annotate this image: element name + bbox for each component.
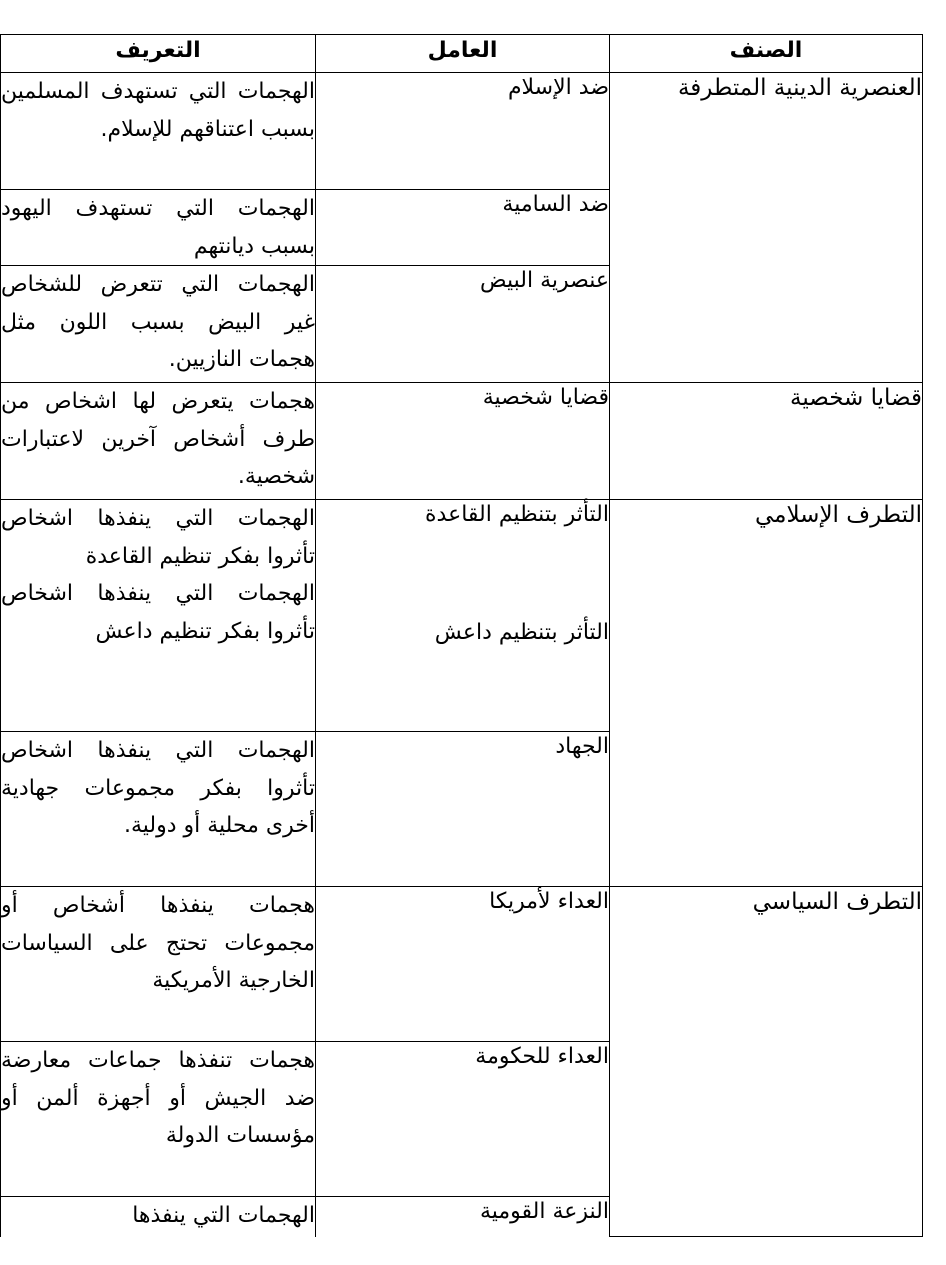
- definition-cell: هجمات يتعرض لها اشخاص من طرف أشخاص آخرين لاعتبارات شخصية.: [1, 383, 316, 500]
- header-definition: التعريف: [1, 35, 316, 73]
- definition-isis: الهجمات التي ينفذها اشخاص تأثروا بفكر تنظيم داعش: [1, 581, 315, 644]
- header-factor: العامل: [316, 35, 610, 73]
- factor-cell: العداء لأمريكا: [316, 887, 610, 1042]
- factor-cell: النزعة القومية: [316, 1197, 610, 1237]
- header-row: [1, 35, 923, 73]
- definition-cell: [1, 500, 316, 732]
- definition-cell: الهجمات التي ينفذها: [1, 1197, 316, 1237]
- class-cell: العنصرية الدينية المتطرفة: [610, 73, 923, 383]
- table-row: [1, 887, 923, 1042]
- class-cell: التطرف الإسلامي: [610, 500, 923, 887]
- factor-qaeda: التأثر بتنظيم القاعدة: [425, 502, 609, 527]
- table-row: [1, 500, 923, 732]
- classification-table: [0, 34, 923, 1237]
- table-row: [1, 383, 923, 500]
- class-cell: قضايا شخصية: [610, 383, 923, 500]
- definition-cell: الهجمات التي تستهدف المسلمين بسبب اعتناقهم للإسلام.: [1, 73, 316, 190]
- factor-cell: ضد السامية: [316, 190, 610, 266]
- factor-cell: الجهاد: [316, 732, 610, 887]
- definition-qaeda: الهجمات التي ينفذها اشخاص تأثروا بفكر تنظيم القاعدة: [1, 506, 315, 569]
- definition-cell: الهجمات التي تتعرض للشخاص غير البيض بسبب اللون مثل هجمات النازيين.: [1, 266, 316, 383]
- factor-cell: [316, 500, 610, 732]
- definition-cell: هجمات ينفذها أشخاص أو مجموعات تحتج على السياسات الخارجية الأمريكية: [1, 887, 316, 1042]
- factor-cell: العداء للحكومة: [316, 1042, 610, 1197]
- table-row: [1, 73, 923, 190]
- class-cell: التطرف السياسي: [610, 887, 923, 1237]
- definition-cell: هجمات تنفذها جماعات معارضة ضد الجيش أو أجهزة ألمن أو مؤسسات الدولة: [1, 1042, 316, 1197]
- factor-cell: عنصرية البيض: [316, 266, 610, 383]
- factor-isis: التأثر بتنظيم داعش: [434, 620, 609, 645]
- definition-cell: الهجمات التي تستهدف اليهود بسبب ديانتهم: [1, 190, 316, 266]
- definition-cell: الهجمات التي ينفذها اشخاص تأثروا بفكر مجموعات جهادية أخرى محلية أو دولية.: [1, 732, 316, 887]
- factor-cell: ضد الإسلام: [316, 73, 610, 190]
- header-class: الصنف: [610, 35, 923, 73]
- factor-cell: قضايا شخصية: [316, 383, 610, 500]
